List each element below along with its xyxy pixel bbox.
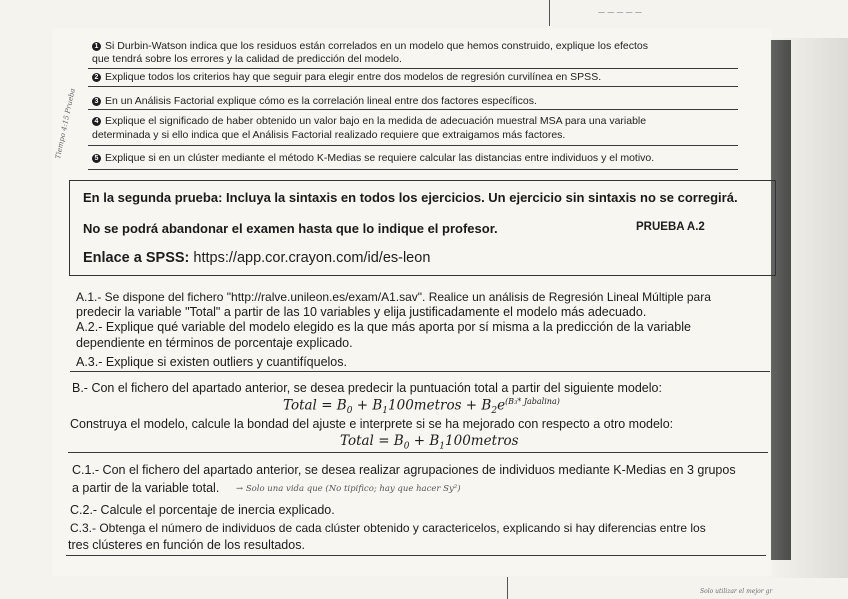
formula-2-term: 100metros — [445, 433, 519, 449]
question-4-cont — [92, 129, 565, 142]
page-edge — [771, 40, 791, 560]
exercise-c1: C.1.- Con el fichero del apartado anterior, se desea realizar agrupaciones de individuos mediante K-Medias en 3 grupos — [72, 463, 736, 477]
margin-note-text: Tiempo 4:15 Prueba — [54, 87, 77, 160]
formula-2-term: = B — [378, 433, 404, 449]
exercise-c2: C.2.- Calcule el porcentaje de inercia explicado. — [70, 503, 335, 517]
question-5 — [92, 152, 654, 165]
divider — [88, 109, 738, 110]
exercise-a2: A.2.- Explique qué variable del modelo elegido es la que más aporta por sí misma a la predicción de la variable — [76, 320, 691, 334]
question-1-text-cont: que tendrá sobre los errores y la calidad de predicción del modelo. — [92, 53, 402, 65]
number-3-icon: 3 — [92, 97, 101, 106]
question-4 — [92, 115, 646, 128]
question-2 — [92, 71, 601, 84]
instructions-line-2: No se podrá abandonar el examen hasta que lo indique el profesor. — [83, 221, 498, 236]
number-5-icon: 5 — [92, 154, 101, 163]
formula-1 — [283, 397, 560, 416]
fold-line — [507, 577, 508, 599]
divider — [88, 169, 738, 170]
exercise-c1-cont: a partir de la variable total. — [72, 481, 220, 495]
fold-line — [549, 0, 550, 26]
handwritten-note-top: — — — — — — [598, 8, 642, 16]
formula-1-term: = B — [321, 397, 347, 414]
handwritten-note: → Solo una vida que (No tipifico; hay que hacer Sy²) — [236, 484, 461, 494]
exercise-b-cont: Construya el modelo, calcule la bondad del ajuste e interprete si se ha mejorado con respecto a otro modelo: — [70, 417, 674, 431]
exercise-a2-cont: dependiente en términos de porcentaje explicado. — [76, 336, 353, 350]
spss-link-label: Enlace a SPSS: — [83, 250, 190, 266]
formula-1-term: e — [497, 397, 506, 414]
formula-1-exponent: (B₃* Jabalina) — [505, 397, 560, 406]
formula-1-sub: 1 — [382, 406, 389, 417]
formula-1-sub: 2 — [491, 406, 498, 417]
formula-1-term: + B — [352, 397, 383, 414]
divider — [70, 371, 770, 372]
formula-2-term: + B — [409, 433, 440, 449]
divider — [88, 86, 738, 87]
formula-1-lhs: Total — [283, 397, 317, 414]
formula-2 — [340, 433, 519, 452]
divider — [66, 555, 766, 556]
question-1-text: Si Durbin-Watson indica que los residuos están correlados en un modelo que hemos construido, explique los efectos — [105, 40, 649, 52]
formula-2-sub: 0 — [403, 441, 410, 452]
margin-note — [50, 80, 77, 160]
instructions-line-1: En la segunda prueba: Incluya la sintaxis en todos los ejercicios. Un ejercicio sin sintaxis no se corregirá. — [83, 190, 738, 205]
formula-2-sub: 1 — [439, 441, 446, 452]
exercise-c3-cont: tres clústeres en función de los resultados. — [68, 538, 305, 552]
test-code: PRUEBA A.2 — [636, 221, 705, 233]
spss-link-row — [83, 250, 430, 266]
question-1-cont — [92, 53, 402, 66]
divider — [88, 145, 738, 146]
exercise-c3: C.3.- Obtenga el número de individuos de cada clúster obtenido y caractericelos, explicando si hay diferencias entre los — [70, 521, 706, 535]
formula-2-lhs: Total — [340, 433, 374, 449]
divider — [68, 452, 768, 453]
exercise-a1: A.1.- Se dispone del fichero "http://ralve.unileon.es/exam/A1.sav". Realice un análisis de Regresión Lineal Múltiple para — [76, 290, 711, 304]
question-4-text-cont: determinada y si ello indica que el Análisis Factorial realizado requiere que extraigamos más factores. — [92, 129, 566, 141]
formula-1-sub: 0 — [346, 406, 353, 417]
question-3 — [92, 95, 537, 108]
spss-link[interactable]: https://app.cor.crayon.com/id/es-leon — [193, 250, 431, 266]
number-4-icon: 4 — [92, 117, 101, 126]
question-4-text: Explique el significado de haber obtenido un valor bajo en la medida de adecuación muestral MSA para una variable — [105, 115, 647, 127]
question-1 — [92, 40, 648, 53]
exercise-b: B.- Con el fichero del apartado anterior, se desea predecir la puntuación total a partir del siguiente modelo: — [72, 381, 662, 395]
formula-1-term: 100metros + B — [388, 397, 492, 414]
divider — [88, 68, 738, 69]
number-1-icon: 1 — [92, 42, 101, 51]
question-5-text: Explique si en un clúster mediante el método K-Medias se requiere calcular las distancias entre individuos y el motivo. — [105, 152, 655, 164]
question-3-text: En un Análisis Factorial explique cómo es la correlación lineal entre dos factores específicos. — [105, 95, 537, 107]
exercise-a1-cont: predecir la variable "Total" a partir de las 10 variables y elija justificadamente el modelo más adecuado. — [76, 305, 647, 319]
number-2-icon: 2 — [92, 73, 101, 82]
handwritten-note-bottom: Solo utilizar el mejor gr — [700, 588, 773, 595]
exercise-a3: A.3.- Explique si existen outliers y cuantifíquelos. — [76, 355, 347, 369]
question-2-text: Explique todos los criterios hay que seguir para elegir entre dos modelos de regresión curvilínea en SPSS. — [105, 71, 602, 83]
